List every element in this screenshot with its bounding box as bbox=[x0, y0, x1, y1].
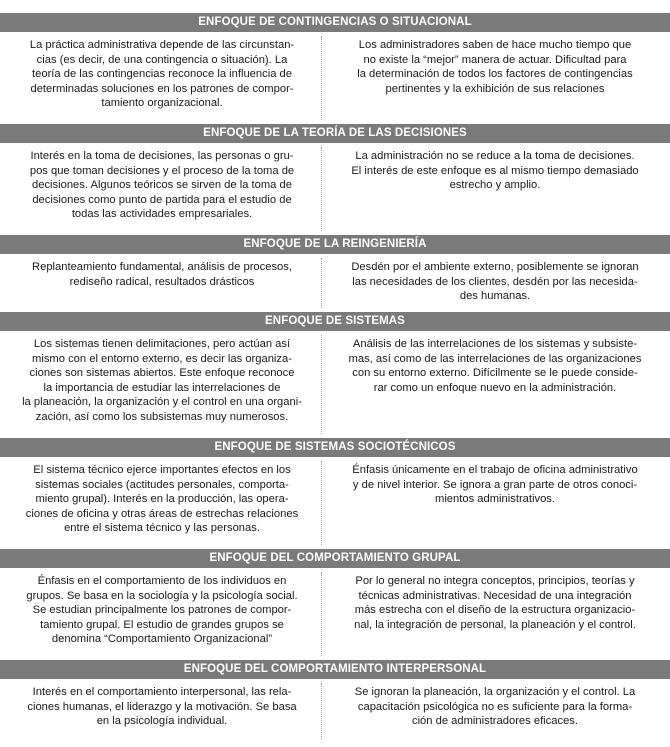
column-divider bbox=[321, 461, 322, 545]
section-title-sistemas: ENFOQUE DE SISTEMAS bbox=[0, 312, 670, 331]
section-title-reingenieria: ENFOQUE DE LA REINGENIERÍA bbox=[0, 235, 670, 254]
section-contingencias-characteristics: La práctica administrativa depende de las circunstan- cias (es decir, de una contingencia o situación). La teoría de las contingencias reconoce la influencia de determinadas soluciones en los patrones de compor- tamiento organizacional. bbox=[6, 38, 318, 111]
section-interpersonal-limitations: Se ignoran la planeación, la organización y el control. La capacitación psicológica no es suficiente para la forma- ción de administradores eficaces. bbox=[326, 685, 664, 729]
section-grupal-limitations: Por lo general no integra conceptos, principios, teorías y técnicas administrativas. Necesidad de una integración más estrecha con el diseño de la estructura organizacio- nal, la integración de personal, la planeación y el control. bbox=[326, 574, 664, 632]
column-divider bbox=[321, 683, 322, 739]
section-contingencias-limitations: Los administradores saben de hace mucho tiempo que no existe la “mejor” manera de actuar. Dificultad para la determinación de todos los factores de contingencias pertinentes y la exhibición de sus relaciones bbox=[326, 38, 664, 96]
column-divider bbox=[321, 335, 322, 434]
section-title-sociotecnicos: ENFOQUE DE SISTEMAS SOCIOTÉCNICOS bbox=[0, 438, 670, 457]
section-reingenieria-characteristics: Replanteamiento fundamental, análisis de procesos, rediseño radical, resultados drásticos bbox=[6, 260, 318, 289]
section-interpersonal-characteristics: Interés en el comportamiento interpersonal, las rela- ciones humanas, el liderazgo y la motivación. Se basa en la psicología individual. bbox=[6, 685, 318, 729]
section-sociotecnicos-characteristics: El sistema técnico ejerce importantes efectos en los sistemas sociales (actitudes personales, comporta- miento grupal). Interés en la producción, las opera- ciones de oficina y otras áreas de estrechas relaciones entre el sistema técnico y las personas. bbox=[6, 463, 318, 536]
section-title-decisiones: ENFOQUE DE LA TEORÍA DE LAS DECISIONES bbox=[0, 124, 670, 143]
section-decisiones-characteristics: Interés en la toma de decisiones, las personas o gru- pos que toman decisiones y el proceso de la toma de decisiones. Algunos teóricos se sirven de la toma de decisiones como punto de partida para el estudio de todas las actividades empresariales. bbox=[6, 149, 318, 222]
section-sistemas-characteristics: Los sistemas tienen delimitaciones, pero actúan así mismo con el entorno externo, es decir las organiza- ciones son sistemas abiertos. Este enfoque reconoce la importancia de estudiar las interrelaciones de la planeación, la organización y el control en una organi- zación, así como los subsistemas muy numerosos. bbox=[6, 337, 318, 424]
section-reingenieria-limitations: Desdén por el ambiente externo, posiblemente se ignoran las necesidades de los clientes, desdén por las necesida- des humanas. bbox=[326, 260, 664, 304]
column-divider bbox=[321, 36, 322, 120]
section-title-grupal: ENFOQUE DEL COMPORTAMIENTO GRUPAL bbox=[0, 549, 670, 568]
section-sociotecnicos-limitations: Énfasis únicamente en el trabajo de oficina administrativo y de nivel interior. Se ignora a gran parte de otros conoci- mientos administrativos. bbox=[326, 463, 664, 507]
section-sistemas-limitations: Análisis de las interrelaciones de los sistemas y subsiste- mas, así como de las interrelaciones de las organizaciones con su entorno externo. Difícilmente se le puede conside- rar como un enfoque nuevo en la administración. bbox=[326, 337, 664, 395]
section-decisiones-limitations: La administración no se reduce a la toma de decisiones. El interés de este enfoque es al mismo tiempo demasiado estrecho y amplio. bbox=[326, 149, 664, 193]
section-title-contingencias: ENFOQUE DE CONTINGENCIAS O SITUACIONAL bbox=[0, 13, 670, 32]
column-divider bbox=[321, 147, 322, 231]
section-title-interpersonal: ENFOQUE DEL COMPORTAMIENTO INTERPERSONAL bbox=[0, 660, 670, 679]
section-grupal-characteristics: Énfasis en el comportamiento de los individuos en grupos. Se basa en la sociología y la psicología social. Se estudian principalmente los patrones de compor- tamiento grupal. El estudio de grandes grupos se denomina “Comportamiento Organizacional” bbox=[6, 574, 318, 647]
column-divider bbox=[321, 572, 322, 656]
column-divider bbox=[321, 258, 322, 308]
